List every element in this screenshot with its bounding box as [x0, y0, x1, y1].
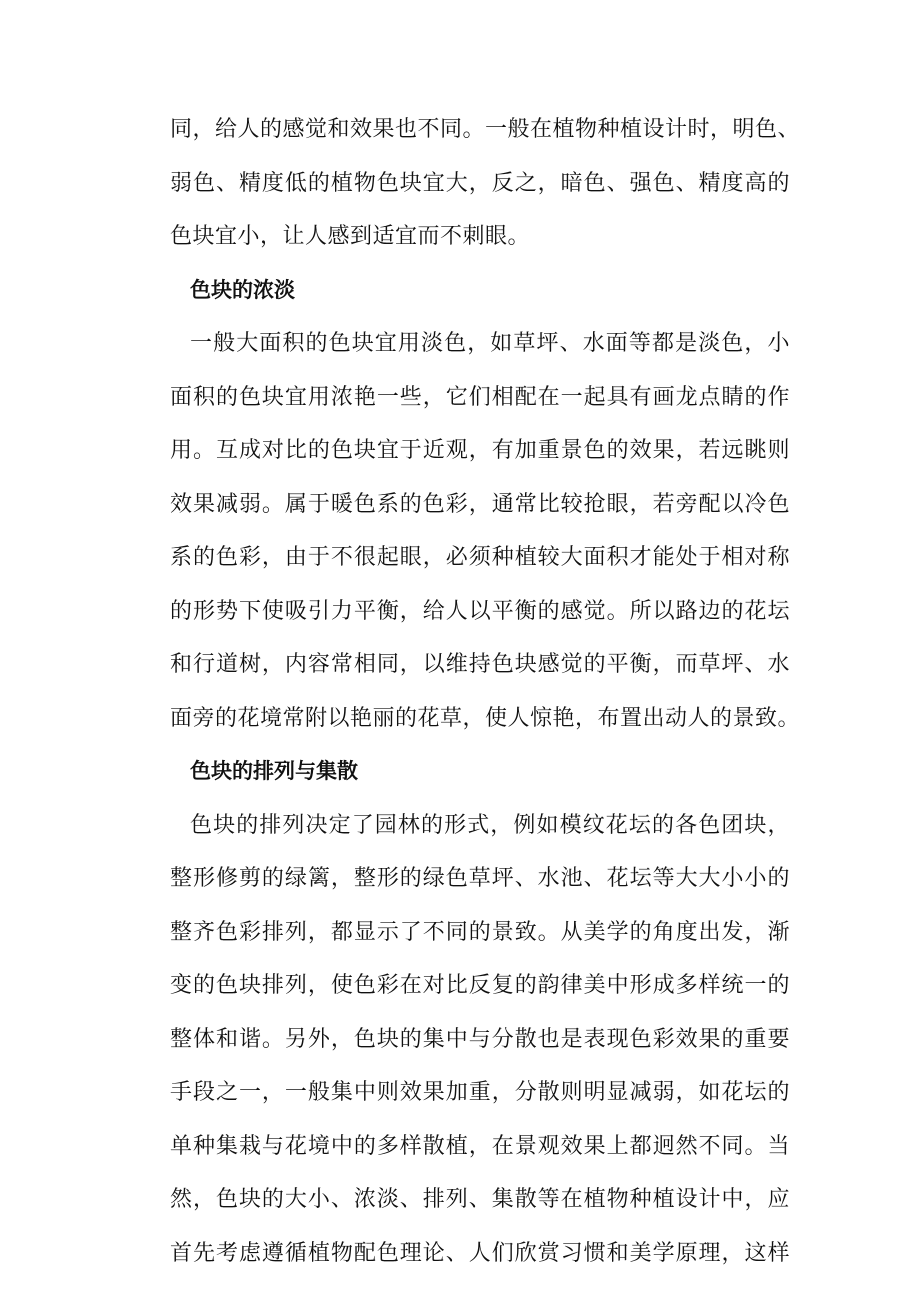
section-heading-color-intensity: 色块的浓淡 [190, 277, 295, 302]
text-line: 弱色、精度低的植物色块宜大，反之，暗色、强色、精度高的 [170, 170, 790, 196]
text-line: 用。互成对比的色块宜于近观，有加重景色的效果，若远眺则 [170, 438, 790, 463]
paragraph-arrangement [170, 799, 790, 1281]
text-line: 然，色块的大小、浓淡、排列、集散等在植物种植设计中，应 [170, 1187, 790, 1212]
paragraph-color-block-size-end [170, 103, 801, 264]
text-line: 系的色彩，由于不很起眼，必须种植较大面积才能处于相对称 [170, 545, 790, 570]
text-line: 单种集栽与花境中的多样散植，在景观效果上都迥然不同。当 [170, 1133, 790, 1159]
text-line: 整齐色彩排列，都显示了不同的景致。从美学的角度出发，渐 [170, 919, 790, 945]
text-line: 效果减弱。属于暖色系的色彩，通常比较抢眼，若旁配以冷色 [170, 491, 790, 517]
text-line: 首先考虑遵循植物配色理论、人们欣赏习惯和美学原理，这样 [170, 1240, 790, 1266]
paragraph-color-intensity [170, 317, 801, 745]
text-line: 和行道树，内容常相同，以维持色块感觉的平衡，而草坪、水 [170, 652, 790, 677]
section-heading-arrangement: 色块的排列与集散 [190, 759, 358, 783]
text-line: 的形势下使吸引力平衡，给人以平衡的感觉。所以路边的花坛 [170, 598, 790, 624]
text-line: 整形修剪的绿篱，整形的绿色草坪、水池、花坛等大大小小的 [170, 866, 790, 891]
text-line: 整体和谐。另外，色块的集中与分散也是表现色彩效果的重要 [170, 1026, 790, 1052]
text-line: 色块宜小，让人感到适宜而不刺眼。 [170, 224, 531, 249]
text-line: 面旁的花境常附以艳丽的花草，使人惊艳，布置出动人的景致。 [170, 705, 801, 731]
text-line: 色块的排列决定了园林的形式，例如模纹花坛的各色团块， [190, 812, 790, 838]
text-line: 变的色块排列，使色彩在对比反复的韵律美中形成多样统一的 [170, 973, 790, 998]
text-line: 一般大面积的色块宜用淡色，如草坪、水面等都是淡色，小 [190, 331, 790, 356]
text-line: 同，给人的感觉和效果也不同。一般在植物种植设计时，明色、 [170, 117, 801, 142]
document-body [170, 103, 801, 1280]
text-line: 面积的色块宜用浓艳一些，它们相配在一起具有画龙点睛的作 [170, 384, 790, 410]
text-line: 手段之一，一般集中则效果加重，分散则明显减弱，如花坛的 [170, 1080, 790, 1105]
